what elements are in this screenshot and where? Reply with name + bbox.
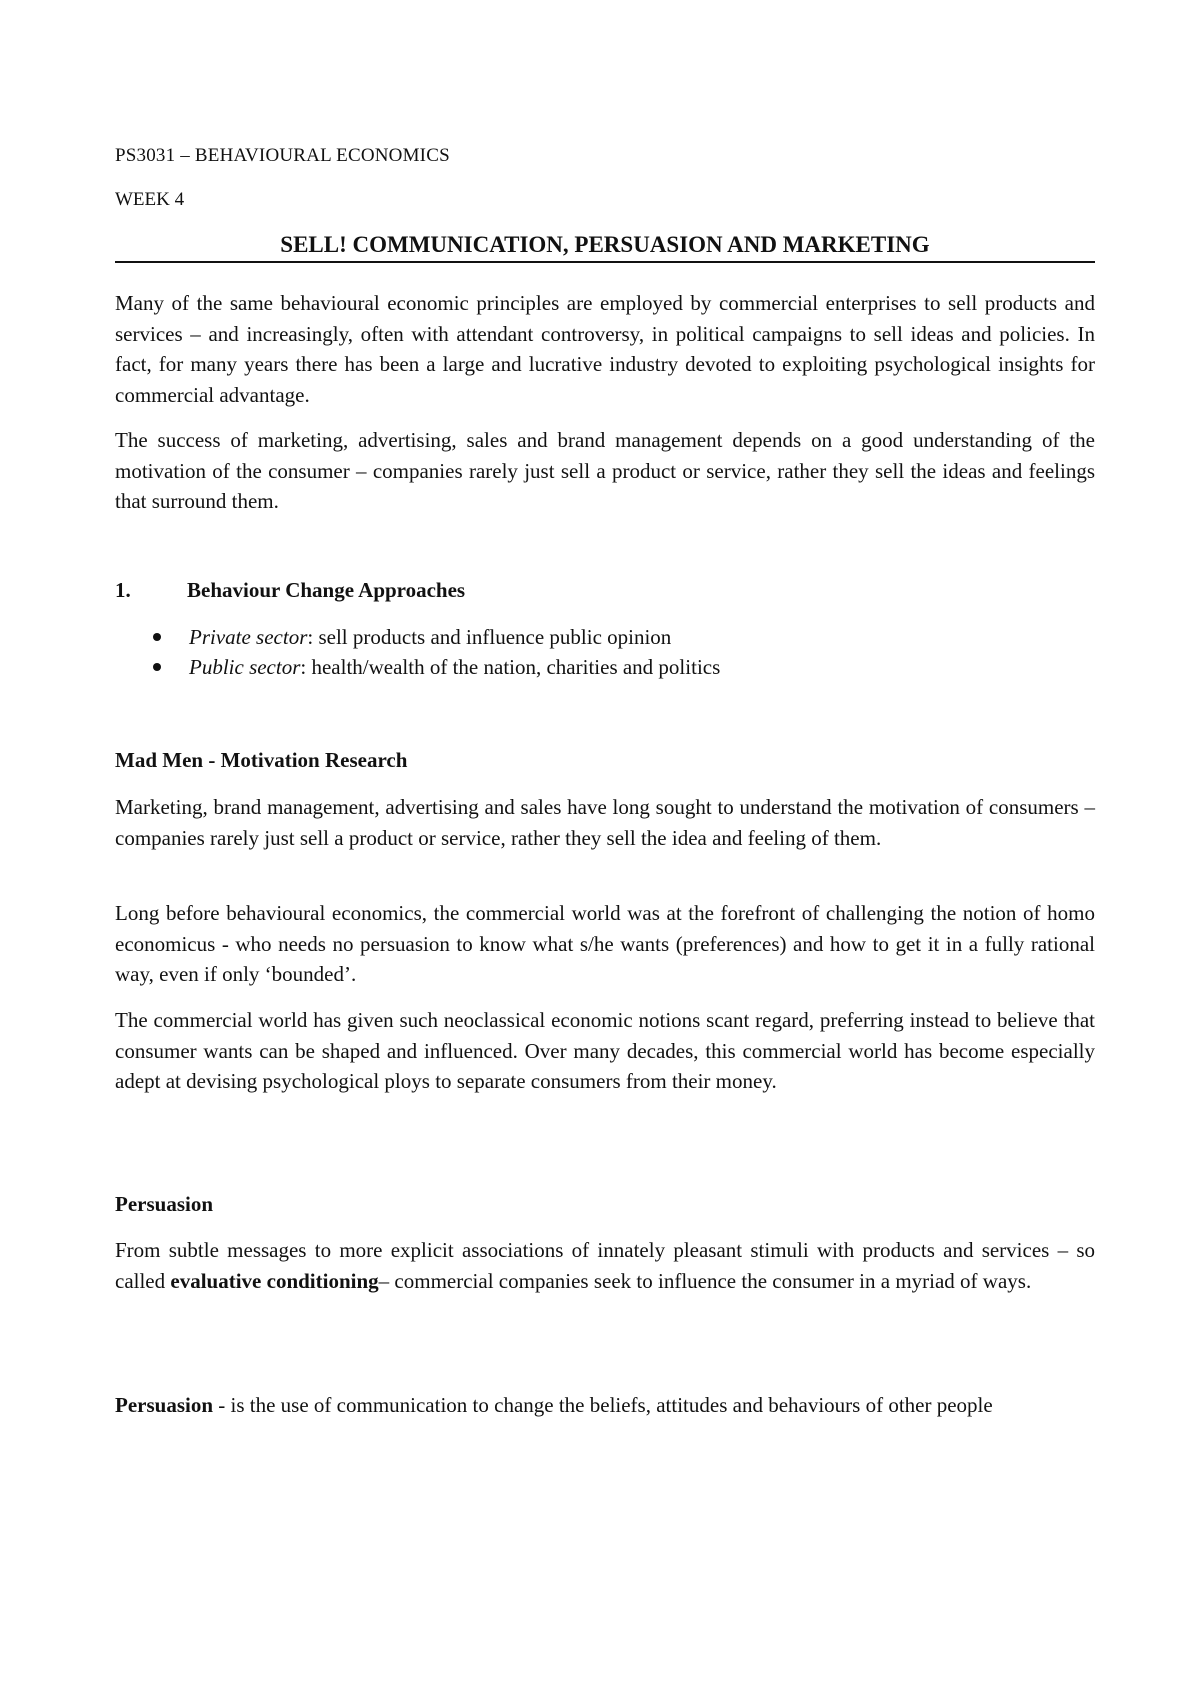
mad-men-heading: Mad Men - Motivation Research [115,748,408,772]
week-label: WEEK 4 [115,189,185,210]
persuasion-definition [115,1390,1095,1421]
list-item-text: : sell products and influence public opinion [307,625,672,649]
list-item [115,652,1095,682]
definition-term: Persuasion [115,1393,214,1417]
page-title: SELL! COMMUNICATION, PERSUASION AND MARKETING [280,232,930,257]
persuasion-text-start: From subtle messages to more explicit associations of innately pleasant stimuli with products and services – so called [115,1238,1095,1293]
list-item-term: Public sector [189,655,301,679]
list-item-term: Private sector [189,625,308,649]
bullet-icon [153,633,161,641]
persuasion-heading: Persuasion [115,1192,214,1216]
course-code: PS3031 – BEHAVIOURAL ECONOMICS [115,145,450,166]
intro-paragraph-2: The success of marketing, advertising, sales and brand management depends on a good understanding of the motivation of the consumer – companies rarely just sell a product or service, rather they sell the ideas and feelings that surround them. [115,428,1095,513]
intro-paragraph-1: Many of the same behavioural economic principles are employed by commercial enterprises to sell products and services – and increasingly, often with attendant controversy, in political campaigns to sell ideas and policies. In fact, for many years there has been a large and lucrative industry devoted to exploiting psychological insights for commercial advantage. [115,291,1095,407]
persuasion-paragraph [115,1235,1095,1296]
mad-men-paragraph-2: Long before behavioural economics, the commercial world was at the forefront of challenging the notion of homo economicus - who needs no persuasion to know what s/he wants (preferences) and how to get it in a fully rational way, even if only ‘bounded’. [115,901,1095,986]
definition-text: - is the use of communication to change the beliefs, attitudes and behaviours of other people [213,1393,993,1417]
mad-men-paragraph-1: Marketing, brand management, advertising and sales have long sought to understand the motivation of consumers – companies rarely just sell a product or service, rather they sell the idea and feeling of them. [115,795,1095,850]
list-item-text: : health/wealth of the nation, charities and politics [300,655,721,679]
persuasion-text-end: – commercial companies seek to influence the consumer in a myriad of ways. [378,1268,1032,1293]
mad-men-paragraph-3: The commercial world has given such neoclassical economic notions scant regard, preferring instead to believe that consumer wants can be shaped and influenced. Over many decades, this commercial world has become especially adept at devising psychological ploys to separate consumers from their money. [115,1008,1095,1093]
section-title: Behaviour Change Approaches [187,578,466,602]
evaluative-conditioning-term: evaluative conditioning [170,1268,379,1293]
section-number: 1. [115,578,131,602]
title-block [115,232,1095,263]
bullet-icon [153,663,161,671]
sector-list [115,622,1095,682]
list-item [115,622,1095,652]
